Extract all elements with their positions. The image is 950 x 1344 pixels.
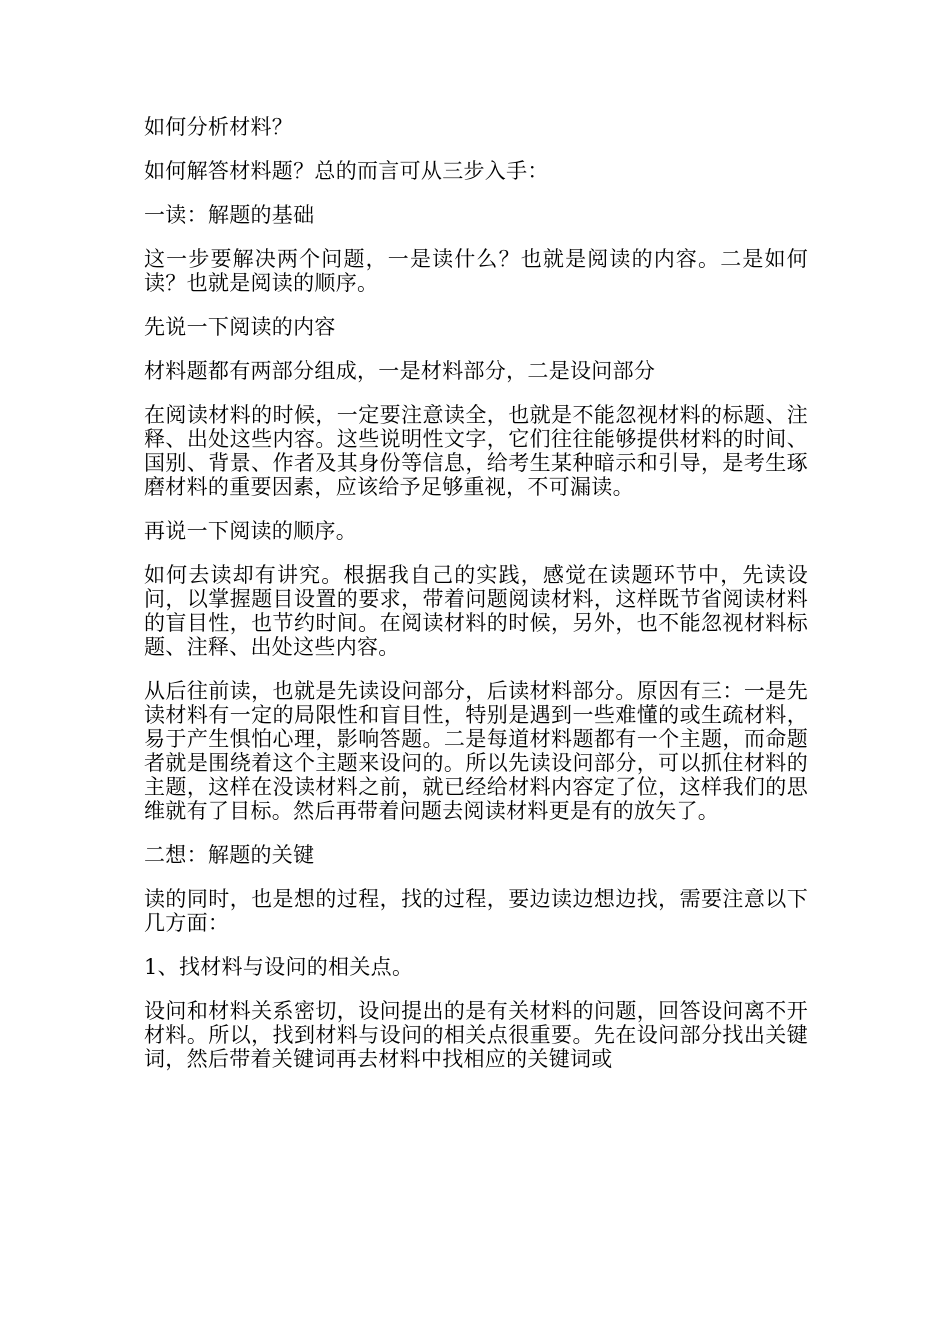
section-heading-think: 二想：解题的关键 [144,843,315,867]
paragraph-think-process: 读的同时，也是想的过程，找的过程，要边读边想边找，需要注意以下几方面： [144,887,808,935]
paragraph-keywords: 设问和材料关系密切，设问提出的是有关材料的问题，回答设问离不开材料。所以，找到材料与设问的相关点很重要。先在设问部分找出关键词，然后带着关键词再去材料中找相应的关键词或 [144,999,808,1071]
paragraph-how-to-read: 如何去读却有讲究。根据我自己的实践，感觉在读题环节中，先读设问，以掌握题目设置的要求，带着问题阅读材料，这样既节省阅读材料的盲目性，也节约时间。在阅读材料的时候，另外，也不能忽视材料标题、注释、出处这些内容。 [144,563,808,659]
list-item-find-related-points: 1、找材料与设问的相关点。 [144,955,414,979]
page-title: 如何分析材料？ [144,115,294,139]
paragraph-two-parts: 材料题都有两部分组成，一是材料部分，二是设问部分 [144,359,656,383]
subheading-reading-content: 先说一下阅读的内容 [144,315,336,339]
paragraph-two-questions: 这一步要解决两个问题，一是读什么？也就是阅读的内容。二是如何读？也就是阅读的顺序。 [144,247,808,295]
subheading-reading-order: 再说一下阅读的顺序。 [144,519,357,543]
intro-paragraph: 如何解答材料题？总的而言可从三步入手： [144,159,549,183]
section-heading-read: 一读：解题的基础 [144,203,315,227]
paragraph-read-fully: 在阅读材料的时候，一定要注意读全，也就是不能忽视材料的标题、注释、出处这些内容。这些说明性文字，它们往往能够提供材料的时间、国别、背景、作者及其身份等信息，给考生某种暗示和引导，是考生琢磨材料的重要因素，应该给予足够重视，不可漏读。 [144,403,808,499]
document-page [144,115,808,1091]
paragraph-back-to-front: 从后往前读，也就是先读设问部分，后读材料部分。原因有三：一是先读材料有一定的局限性和盲目性，特别是遇到一些难懂的或生疏材料，易于产生惧怕心理，影响答题。二是每道材料题都有一个主题，而命题者就是围绕着这个主题来设问的。所以先读设问部分，可以抓住材料的主题，这样在没读材料之前，就已经给材料内容定了位，这样我们的思维就有了目标。然后再带着问题去阅读材料更是有的放矢了。 [144,679,808,823]
